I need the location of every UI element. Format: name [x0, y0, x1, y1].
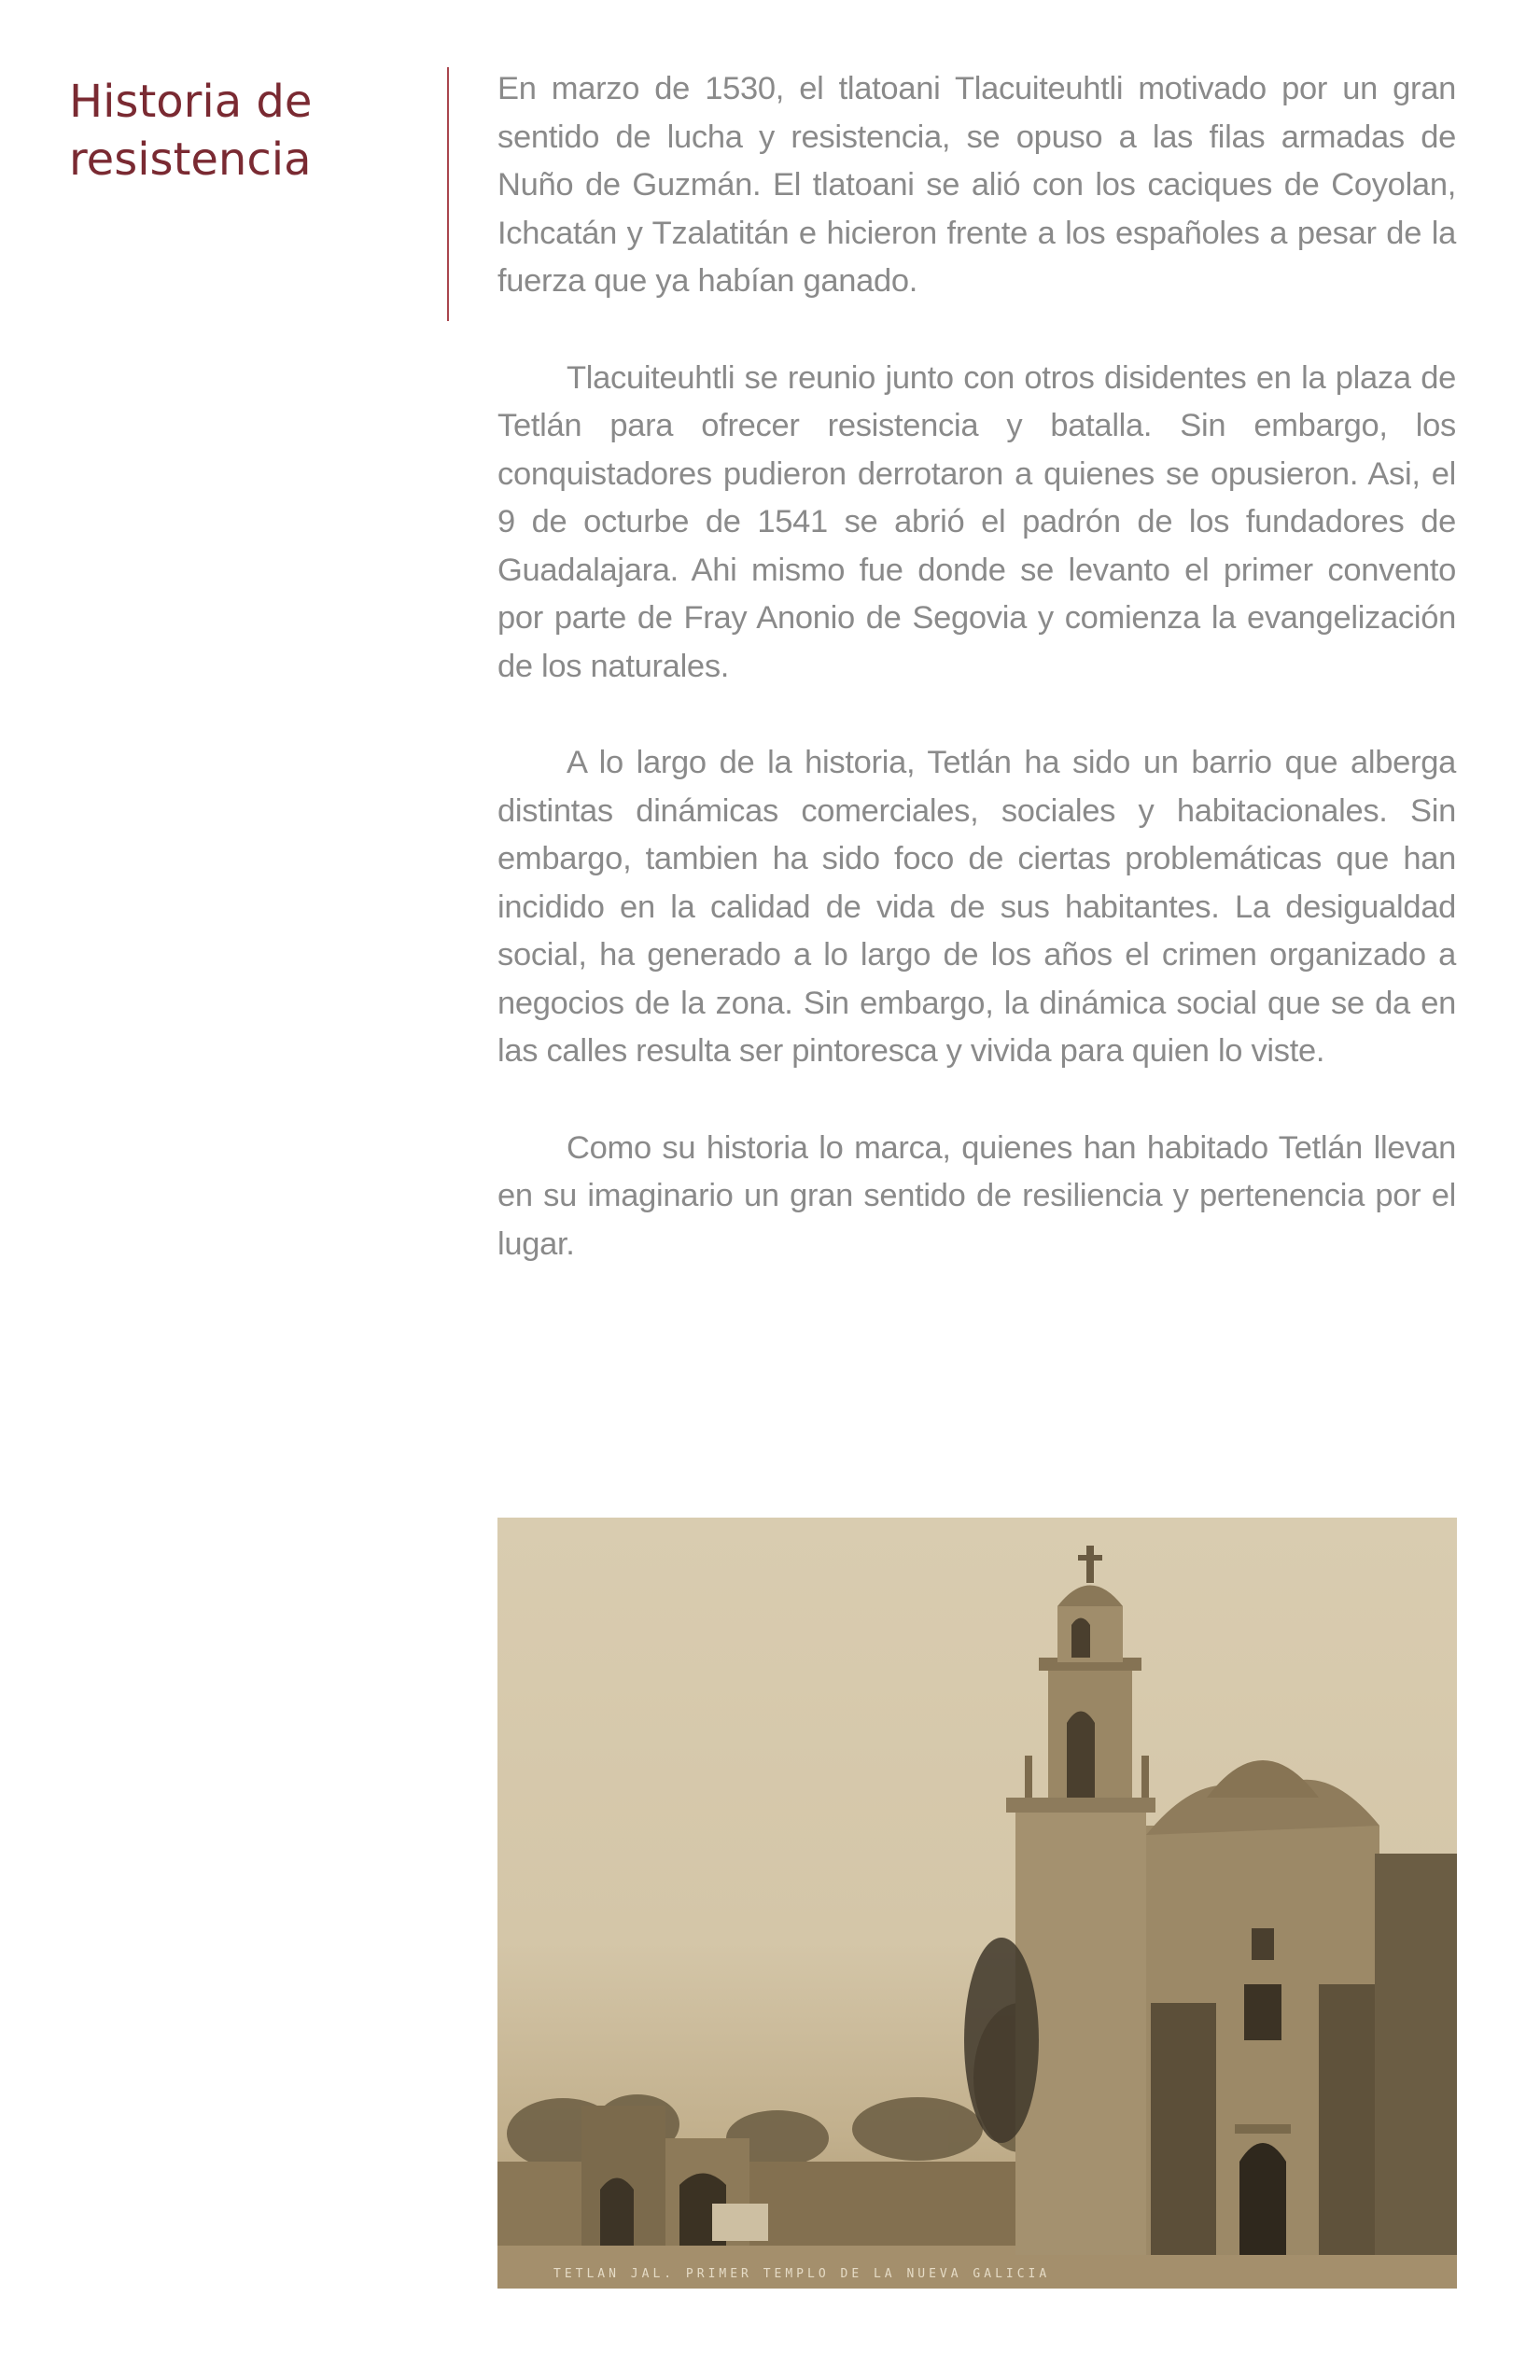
- paragraph-2: Tlacuiteuhtli se reunio junto con otros disidentes en la plaza de Tetlán para ofrecer resistencia y batalla. Sin embargo, los conquistadores pudieron derrotaron a quienes se opusieron. Asi, el 9 de octurbe de 1541 se abrió el padrón de los fundadores de Guadalajara. Ahi mismo fue donde se levanto el primer convento por parte de Fray Anonio de Segovia y comienza la evangelización de los naturales.: [497, 359, 1456, 684]
- paragraph-4: Como su historia lo marca, quienes han habitado Tetlán llevan en su imaginario un gran sentido de resiliencia y pertenencia por el lugar.: [497, 1129, 1456, 1262]
- church-illustration: [497, 1518, 1457, 2289]
- church-photo: [497, 1518, 1457, 2289]
- vertical-divider: [447, 67, 449, 321]
- body-text: [497, 65, 1456, 1317]
- section-title: Historia de resistencia: [69, 76, 313, 186]
- photo-caption: TETLAN JAL. PRIMER TEMPLO DE LA NUEVA GALICIA: [553, 2267, 1051, 2281]
- paragraph-1: En marzo de 1530, el tlatoani Tlacuiteuhtli motivado por un gran sentido de lucha y resistencia, se opuso a las filas armadas de Nuño de Guzmán. El tlatoani se alió con los caciques de Coyolan, Ichcatán y Tzalatitán e hicieron frente a los españoles a pesar de la fuerza que ya habían ganado.: [497, 71, 1456, 299]
- paragraph-3: A lo largo de la historia, Tetlán ha sido un barrio que alberga distintas dinámicas comerciales, sociales y habitacionales. Sin embargo, tambien ha sido foco de ciertas problemáticas que han incidido en la calidad de vida de sus habitantes. La desigualdad social, ha generado a lo largo de los años el crimen organizado a negocios de la zona. Sin embargo, la dinámica social que se da en las calles resulta ser pintoresca y vivida para quien lo viste.: [497, 745, 1456, 1069]
